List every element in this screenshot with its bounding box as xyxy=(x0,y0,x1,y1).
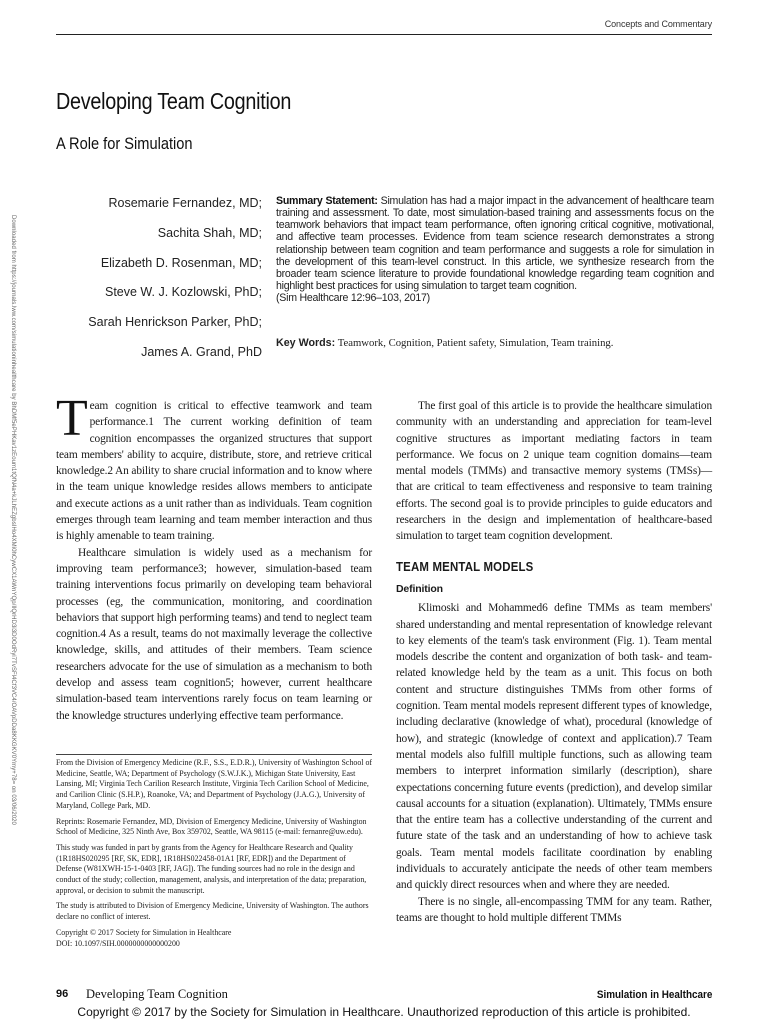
author: Elizabeth D. Rosenman, MD; xyxy=(100,255,262,270)
key-words xyxy=(276,337,714,349)
funding-note: This study was funded in part by grants from the Agency for Healthcare Research and Quality (1R18HS020295 [RF, SK, EDR], 1R18HS022458-01A1 [RF, EDR]) and the Department of Defense (W81XWH-15-1-0403 [RF, JAG]). The funding sources had no role in the design and conduct of the study; collection, management, analysis, and interpretation of the data; preparation, approval, or decision to submit the manuscript. xyxy=(56,842,367,895)
header-rule xyxy=(56,34,712,35)
summary-text: Simulation has had a major impact in the advancement of healthcare team training and assessment. To date, most simulation-based training and assessments focus on the teamwork behaviors that impact team performance, often ignoring critical cognitive, motivational, and affective team processes. Evidence from team science research demonstrates a strong relationship between team cognition and team performance and suggests a role for simulation in the development of this team-level construct. In this article, we synthesize research from the broader team science literature to provide foundational knowledge regarding team cognition and highlight best practices for using simulation to target team cognition. xyxy=(276,195,714,293)
doi-note: DOI: 10.1097/SIH.0000000000000200 xyxy=(56,938,180,948)
running-title: Developing Team Cognition xyxy=(86,987,228,1001)
author: Steve W. J. Kozlowski, PhD; xyxy=(105,285,262,300)
keywords-text: Teamwork, Cognition, Patient safety, Simulation, Team training. xyxy=(337,337,614,349)
body-left-column xyxy=(56,390,372,724)
citation: (Sim Healthcare 12:96–103, 2017) xyxy=(276,292,430,305)
paragraph-text: eam cognition is critical to effective teamwork and team performance.1 The current working definition of team cognition encompasses the organized structures that support team members' ability to acquire, distribute, store, and retrieve critical knowledge.2 An ability to share crucial information and to know where in the team unique knowledge resides allows members to anticipate and execute actions as a unit rather than as individuals. Team cognition emerges through team learning and team member interaction and thus is highly amenable to team training. xyxy=(56,400,372,543)
copyright-doi xyxy=(56,928,372,949)
body-paragraph: There is no single, all-encompassing TMM for any team. Rather, teams are thought to hold multiple different TMMs xyxy=(396,895,712,924)
attribution-note: The study is attributed to Division of Emergency Medicine, University of Washington. The authors declare no conflict of interest. xyxy=(56,901,369,922)
author: Sachita Shah, MD; xyxy=(157,225,262,240)
subsection-heading: Definition xyxy=(396,582,443,595)
body-paragraph: Klimoski and Mohammed6 define TMMs as team members' shared understanding and mental representation of knowledge relevant to key elements of the team's task environment (Fig. 1). Team mental models describe the content and organization of both task- and team-related knowledge held by the team as a unit. This focus on both content and structure distinguishes TMMs from other forms of cognition. Team mental models represent different types of knowledge, including declarative (knowledge of what), procedural (knowledge of how), and strategic (knowledge of context and application).7 Team mental models also fulfill multiple functions, such as allowing team members to interpret information similarly (description), share expectations concerning future events (prediction), and develop similar causal accounts for a situation (explanation). Ultimately, TMMs ensure that the entire team has a collective understanding of the current and future state of the task and an understanding of how to achieve task goals. Team mental models facilitate coordination by enabling individuals to accurately anticipate the needs of other team members and quickly direct resources when and where they are needed. xyxy=(396,602,712,892)
summary-label: Summary Statement: xyxy=(276,195,378,207)
page-number: 96 xyxy=(56,988,69,1000)
keywords-label: Key Words: xyxy=(276,337,336,349)
author-list xyxy=(70,196,262,375)
article-subtitle: A Role for Simulation xyxy=(56,134,193,153)
copyright-note: Copyright © 2017 Society for Simulation in Healthcare xyxy=(56,927,232,937)
reprints-note: Reprints: Rosemarie Fernandez, MD, Division of Emergency Medicine, University of Washington School of Medicine, 325 Ninth Ave, Box 359702, Seattle, WA 98115 (e-mail: fernanre@uw.edu). xyxy=(56,816,367,837)
summary-statement xyxy=(276,195,714,304)
body-paragraph: The first goal of this article is to provide the healthcare simulation community with an understanding and appreciation for team-level cognitive structures as important mediating factors in team performance. We focus on 2 unique team cognition domains—team mental models (TMMs) and transactive memory systems (TMSs)—that are critical to team effectiveness and responsive to team training efforts. The second goal is to provide principles to guide educators and researchers in the design and implementation of healthcare-based simulation to target team cognition development. xyxy=(396,400,712,543)
section-label: Concepts and Commentary xyxy=(604,19,712,29)
drop-cap: T xyxy=(56,390,88,447)
affiliations-note: From the Division of Emergency Medicine (R.F., S.S., E.D.R.), University of Washington School of Medicine, Seattle, WA; Department of Psychology (S.W.J.K.), Michigan State University, East Lansing, MI; Virginia Tech Carilion Research Institute, Virginia Tech Carilion School of Medicine, and Carilion Clinic (S.H.P.), Roanoke, VA; and Department of Psychology (J.A.G.), University of Maryland, College Park, MD. xyxy=(56,758,373,810)
copyright-notice: Copyright © 2017 by the Society for Simulation in Healthcare. Unauthorized reproduction of this article is prohibited. xyxy=(77,1005,691,1019)
article-title: Developing Team Cognition xyxy=(56,88,292,114)
download-watermark: Downloaded from https://journals.lww.com/simulationinhealthcare by BhDMf5ePHKav1zEoum1tQfN4a+kJLhEZgbsIHo4XMi0hCywCX1AWnYQp/IlQrHD3i3D0OdRyi7TvSFl4Cf3VC4/OAVpDDa8KKGKV0Ymy+78= on 03/06/2020 xyxy=(10,215,16,825)
section-heading: TEAM MENTAL MODELS xyxy=(396,558,534,574)
journal-name: Simulation in Healthcare xyxy=(596,989,712,1001)
footnote-rule xyxy=(56,754,372,755)
body-right-column xyxy=(396,398,712,926)
author: James A. Grand, PhD xyxy=(141,344,262,359)
footnotes xyxy=(56,758,372,949)
author: Sarah Henrickson Parker, PhD; xyxy=(88,315,262,330)
author: Rosemarie Fernandez, MD; xyxy=(108,196,262,210)
intro-paragraph xyxy=(56,390,372,545)
body-paragraph: Healthcare simulation is widely used as a mechanism for improving team performance3; however, simulation-based team training interventions focus primarily on developing team behavioral processes (eg, the communication, monitoring, and coordination behaviors that support high performing teams) and tend to neglect team cognition.4 As a result, teams do not maximally leverage the collective knowledge, skills, and attitudes of their members. Team science researchers advocate for the use of simulation as a mechanism to both develop and assess team cognition5; however, current healthcare simulation-based team interventions rarely focus on team learning or the knowledge structures underlying effective team performance. xyxy=(56,546,372,722)
